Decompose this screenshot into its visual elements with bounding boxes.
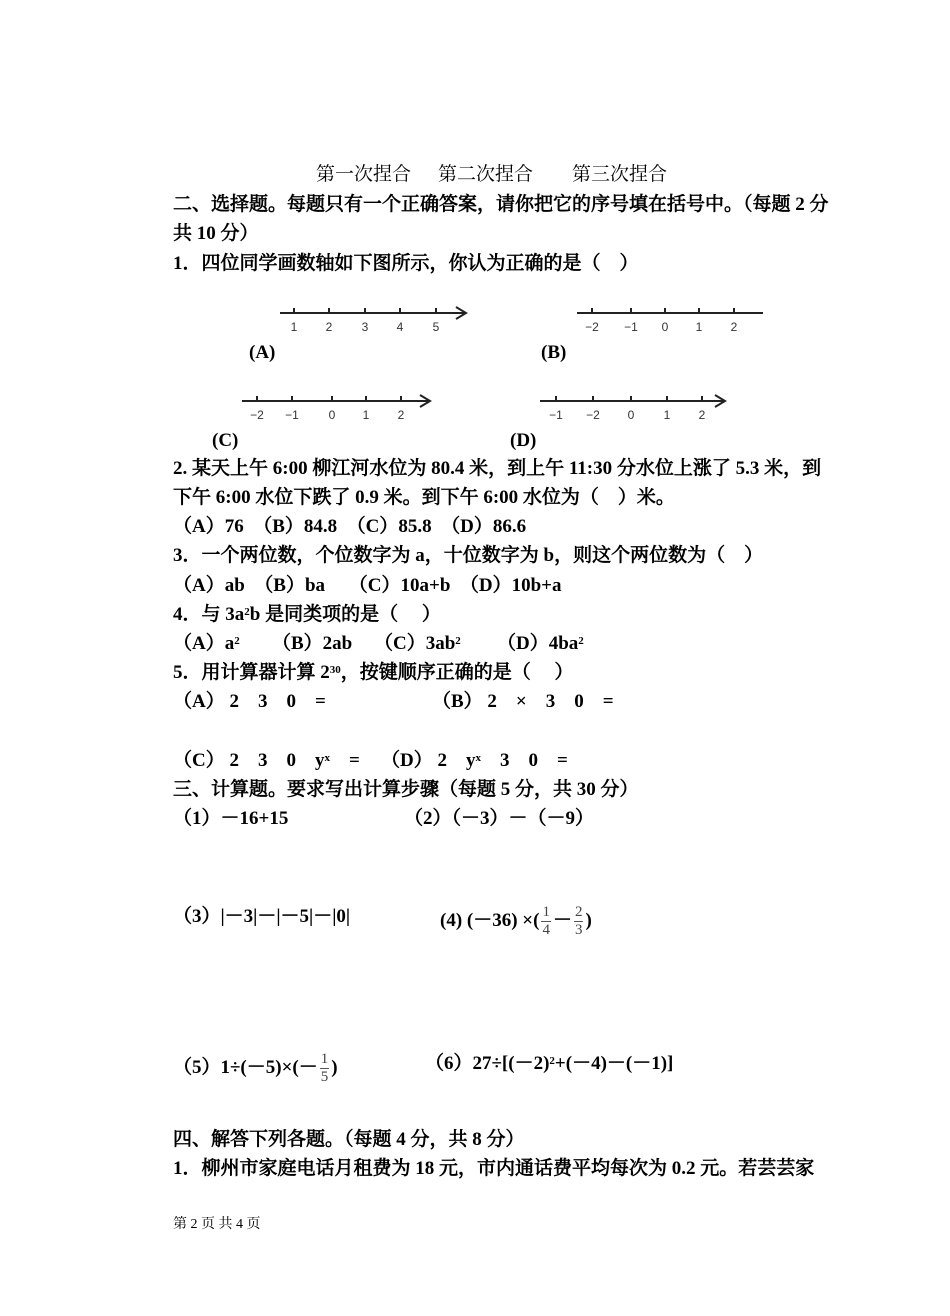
q2-line2: 下午 6:00 水位下跌了 0.9 米。到下午 6:00 水位为（ ）米。 (173, 487, 675, 508)
axis-d-tick-3: 0 (627, 408, 635, 422)
q4-option-a: $(A)a^2$ (173, 633, 240, 654)
q5-stem: 5．用计算器计算 $2^{30}$，按键顺序正确的是（ ） (173, 662, 574, 683)
axis-a-tick-2: 2 (325, 320, 333, 334)
calc-problem-6: $(6)27\div[(-2)^2+(-4)-(-1)]$ (425, 1053, 674, 1074)
q5-option-d: （D） 2 $y^x$ 3 0 = (381, 750, 568, 771)
q4-option-b: （B）2ab (272, 633, 353, 654)
axis-d-tick-1: −1 (549, 408, 563, 422)
number-line-c (240, 388, 435, 422)
number-line-d (538, 388, 733, 422)
axis-c-tick-1: −2 (250, 408, 264, 422)
fraction-2-3: $\frac{2}{3}$ (574, 904, 583, 939)
q1-stem: 1．四位同学画数轴如下图所示，你认为正确的是（ ） (173, 253, 639, 274)
fraction-1-5: $\frac{1}{5}$ (320, 1051, 329, 1086)
axis-d-tick-5: 2 (698, 408, 706, 422)
number-line-a (278, 300, 473, 334)
q4-option-d: $(D)4ba^2$ (497, 633, 584, 654)
q2-options: （A）76 （B）84.8 （C）85.8 （D）86.6 (173, 516, 527, 537)
calc-problem-3: （3）|－3|－|－5|－|0| (173, 906, 351, 927)
axis-d-tick-2: −2 (586, 408, 600, 422)
axis-c-label: (C) (212, 430, 239, 451)
axis-b-tick-1: −2 (585, 320, 599, 334)
axis-a-tick-4: 4 (396, 320, 404, 334)
q3-options: （A）ab （B）ba （C）10a+b （D）10b+a (173, 575, 562, 596)
axis-b-label: (B) (541, 342, 567, 363)
page-footer: 第 2 页 共 4 页 (173, 1217, 261, 1232)
q5-option-c: （C） 2 3 0 $y^x$ = (173, 750, 360, 771)
q3-stem: 3．一个两位数，个位数字为 a，十位数字为 b，则这个两位数为（ ） (173, 545, 764, 566)
calc-problem-4: (4) (－36) ×( $\frac{1}{4}$ － $\frac{2}{3}$ ) (440, 904, 592, 939)
calc-problem-1: （1）－16+15 (173, 808, 289, 829)
axis-c-tick-5: 2 (397, 408, 405, 422)
section4-heading: 四、解答下列各题。（每题 4 分，共 8 分） (173, 1129, 525, 1150)
axis-b-tick-3: 0 (661, 320, 669, 334)
axis-b-tick-2: −1 (624, 320, 638, 334)
q5-option-a: （A） 2 3 0 = (173, 691, 326, 712)
header-col-1: 第一次捏合 (316, 164, 412, 185)
axis-b-tick-5: 2 (730, 320, 738, 334)
fraction-1-4: $\frac{1}{4}$ (542, 904, 550, 939)
axis-a-tick-5: 5 (432, 320, 440, 334)
q5-option-b: （B） 2 × 3 0 = (432, 691, 614, 712)
q4-option-c: $(C)3ab^2$ (374, 633, 461, 654)
q4-stem: 4．与 $3a^2b$ 是同类项的是（ ） (173, 604, 441, 625)
axis-a-label: (A) (249, 342, 276, 363)
q2-line1: 2. 某天上午 6:00 柳江河水位为 80.4 米，到上午 11:30 分水位上涨了 5.3 米，到 (173, 458, 822, 479)
number-line-b (575, 300, 770, 334)
section2-heading-cont: 共 10 分） (173, 223, 259, 244)
header-col-2: 第二次捏合 (438, 164, 534, 185)
section2-heading: 二、选择题。每题只有一个正确答案，请你把它的序号填在括号中。（每题 2 分 (173, 194, 829, 215)
axis-a-tick-1: 1 (290, 320, 298, 334)
header-col-3: 第三次捏合 (572, 164, 668, 185)
axis-b-tick-4: 1 (695, 320, 703, 334)
axis-a-tick-3: 3 (361, 320, 369, 334)
axis-d-tick-4: 1 (663, 408, 671, 422)
section4-q1: 1．柳州市家庭电话月租费为 18 元，市内通话费平均每次为 0.2 元。若芸芸家 (173, 1158, 815, 1179)
axis-c-tick-3: 0 (328, 408, 336, 422)
calc-problem-2: （2）（－3）－（－9） (404, 808, 595, 829)
section3-heading: 三、计算题。要求写出计算步骤（每题 5 分，共 30 分） (173, 779, 639, 800)
axis-c-tick-4: 1 (362, 408, 370, 422)
axis-c-tick-2: −1 (285, 408, 299, 422)
axis-d-label: (D) (510, 430, 537, 451)
calc-problem-5: （5）1÷(－5)×(－ $\frac{1}{5}$ ) (173, 1051, 338, 1086)
